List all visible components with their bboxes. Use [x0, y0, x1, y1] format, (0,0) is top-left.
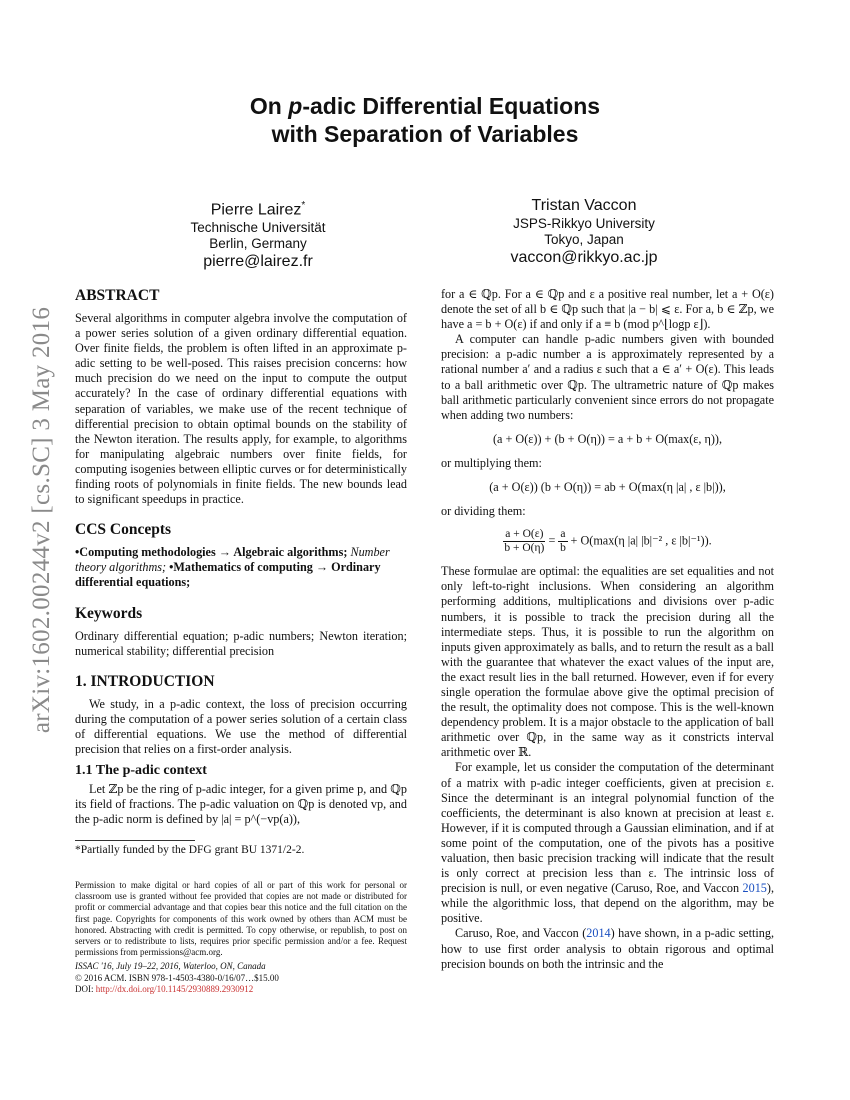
- copyright-line: © 2016 ACM. ISBN 978-1-4503-4380-0/16/07…$15.00: [75, 972, 279, 983]
- subsection-heading: 1.1 The p-adic context: [75, 763, 207, 779]
- abstract-text: Several algorithms in computer algebra involve the computation of a power series solution of a given ordinary differential equation. Over finite fields, the problem is often lifted in an approximate p-adic setting to be well-posed. This raises precision concerns: how much precision do we need on the input to compute the output accurately? In the case of ordinary differential equations with separation of variables, we make use of the recent technique of differential precision to obtain optimal bounds on the stability of the Newton iteration. The results apply, for example, to algorithms for manipulating algebraic numbers over finite fields, for computing isogenies between elliptic curves or for deterministically finding roots of polynomials in finite fields. The new bounds lead to significant speedups in practice.: [75, 311, 407, 507]
- ccs-text: •Computing methodologies → Algebraic algorithms; Number theory algorithms; •Mathematics of computing → Ordinary differential equations;: [75, 545, 390, 590]
- paragraph: These formulae are optimal: the equalities are set equalities and not only left-to-right inclusions. When considering an algorithm performing additions, multiplications and divisions over p-adic numbers, it is possible to track the precision during all the intermediate steps. Thus, it is possible to run the algorithm on inputs given approximately as balls, and to return the result as a ball with the guarantee that whatever the exact values of the input are, the exact result lies in the ball returned. However, even if for every single operation the formulae above give the optimal precision of the result, the optimality does not compose. This is the well-known dependency problem. It is a major obstacle to the application of ball arithmetic over ℚp, in the same way as it constricts interval arithmetic over ℝ.: [441, 564, 774, 760]
- equation-mult: (a + O(ε)) (b + O(η)) = ab + O(max(η |a| , ε |b|)),: [489, 480, 726, 495]
- arxiv-stamp: arXiv:1602.00244v2 [cs.SC] 3 May 2016: [28, 306, 55, 734]
- author-name: Pierre Lairez: [210, 201, 302, 219]
- ccs-heading: CCS Concepts: [75, 521, 172, 539]
- paragraph: A computer can handle p-adic numbers given with bounded precision: a p-adic number a is approximately represented by a rational number a′ and a radius ε such that a ∈ a′ + O(ε). This leads to a ball arithmetic over ℚp. The ultrametric nature of ℚp makes ball arithmetic particularly convenient since errors do not propagate when adding two numbers:: [441, 332, 774, 422]
- author-affiliation: Technische Universität: [190, 220, 326, 236]
- author-location: Tokyo, Japan: [544, 232, 624, 247]
- author-block-1: Pierre Lairez* Technische Universität Berlin, Germany pierre@lairez.fr: [118, 196, 398, 272]
- author-name: Tristan Vaccon: [531, 197, 637, 214]
- abstract-heading: ABSTRACT: [75, 287, 160, 304]
- author-location: Berlin, Germany: [209, 236, 307, 252]
- conference-line: ISSAC '16, July 19–22, 2016, Waterloo, ON, Canada: [75, 961, 266, 972]
- subsection-text: Let ℤp be the ring of p-adic integer, for a given prime p, and ℚp its field of fractions. The p-adic valuation on ℚp is denoted vp, and the p-adic norm is defined by |a| = p^(−vp(a)),: [75, 782, 407, 827]
- paper-title: On p-adic Differential Equations with Separation of Variables: [249, 93, 601, 147]
- permission-block: [75, 880, 407, 995]
- footnote-rule: [75, 840, 195, 841]
- left-column: [75, 287, 407, 827]
- citation-link[interactable]: 2015: [742, 881, 767, 896]
- paragraph: For example, let us consider the computation of the determinant of a matrix with p-adic integer coefficients, given at precision ε. Since the determinant is an integral polynomial function of the coefficients, the determinant is also known at precision at least ε. However, if it is computed through a Gaussian elimination, and if at some point of the computation, one of the pivots has a positive valuation, then basic precision tracking will indicate that the result is only correct at precision less than ε. The intrinsic loss of precision is null, or even negative (Caruso, Roe, and Vaccon 2015), while the algorithmic loss, that depend on the algorithm, may be positive.: [441, 760, 774, 926]
- author-block-2: [444, 196, 724, 268]
- equation-add: (a + O(ε)) + (b + O(η)) = a + b + O(max(ε, η)),: [492, 431, 723, 446]
- right-column: [441, 287, 774, 972]
- paragraph: or dividing them:: [441, 504, 526, 519]
- author-email[interactable]: vaccon@rikkyo.ac.jp: [510, 249, 658, 266]
- intro-heading: 1. INTRODUCTION: [75, 672, 215, 690]
- paragraph: for a ∈ ℚp. For a ∈ ℚp and ε a positive real number, let a + O(ε) denote the set of all b ∈ ℚp such that |a − b| ⩽ ε. For a, b ∈ ℤp, we have a = b + O(ε) if and only if a ≡ b (mod p^⌊logp ε⌋).: [441, 287, 774, 332]
- doi-line: DOI: http://dx.doi.org/10.1145/2930889.2930912: [75, 983, 254, 994]
- keywords-text: Ordinary differential equation; p-adic numbers; Newton iteration; numerical stability; differential precision: [75, 628, 407, 658]
- keywords-heading: Keywords: [75, 604, 143, 622]
- author-email[interactable]: pierre@lairez.fr: [203, 253, 313, 271]
- doi-link[interactable]: http://dx.doi.org/10.1145/2930889.2930912: [95, 983, 254, 994]
- equation-div: $\frac{a + O(\varepsilon)}{b + O(\eta)}$ = $\frac{a}{b}$ + O(max(η |a| |b|⁻² , ε |b|⁻¹)).: [504, 528, 712, 555]
- permission-text: Permission to make digital or hard copies of all or part of this work for personal or classroom use is granted without fee provided that copies are not made or distributed for profit or commercial advantage and that copies bear this notice and the full citation on the first page. Copyrights for components of this work owned by others than ACM must be honored. Abstracting with credit is permitted. To copy otherwise, or republish, to post on servers or to redistribute to lists, requires prior specific permission and/or a fee. Request permissions from permissions@acm.org.: [75, 880, 407, 958]
- citation-link[interactable]: 2014: [586, 926, 611, 941]
- footnote: *Partially funded by the DFG grant BU 1371/2-2.: [75, 844, 305, 856]
- paragraph: Caruso, Roe, and Vaccon (2014) have shown, in a p-adic setting, how to use first order analysis to obtain rigorous and optimal precision bounds on both the intrinsic and the: [441, 926, 774, 971]
- intro-text: We study, in a p-adic context, the loss of precision occurring during the computation of a power series solution of a certain class of differential equations. We use the method of differential precision that relies on a first-order analysis.: [75, 696, 407, 756]
- paragraph: or multiplying them:: [441, 455, 542, 470]
- author-affiliation: JSPS-Rikkyo University: [513, 216, 655, 231]
